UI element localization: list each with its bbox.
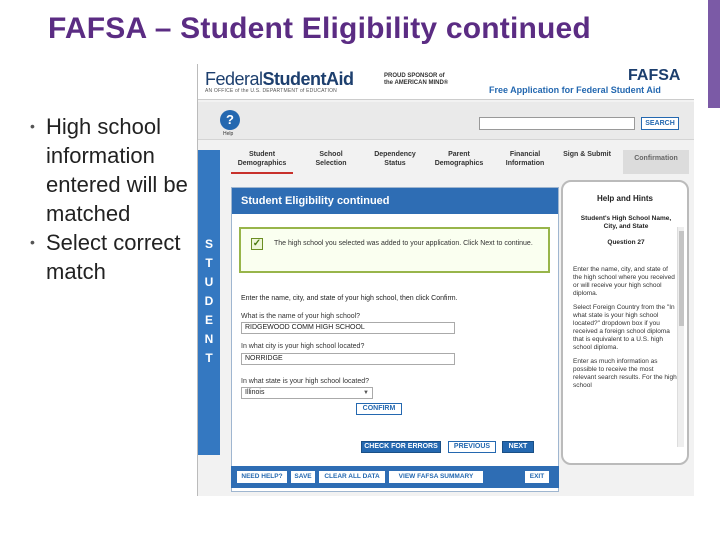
previous-button[interactable]: PREVIOUS: [448, 441, 496, 453]
question-school-name: What is the name of your high school?: [241, 313, 361, 320]
fafsa-tagline: Free Application for Federal Student Aid: [489, 85, 661, 95]
search-input[interactable]: [479, 117, 635, 130]
school-name-field[interactable]: RIDGEWOOD COMM HIGH SCHOOL: [241, 322, 455, 334]
view-fafsa-summary-button[interactable]: VIEW FAFSA SUMMARY: [389, 471, 483, 483]
state-select-value: Illinois: [245, 389, 265, 396]
help-icon[interactable]: ?: [220, 110, 240, 130]
question-school-state: In what state is your high school located?: [241, 378, 370, 385]
question-school-city: In what city is your high school located?: [241, 343, 365, 350]
hints-paragraph: Enter as much information as possible to receive the most relevant search results. For the high school: [573, 358, 677, 389]
fafsa-logo: FAFSA: [628, 67, 681, 84]
tab-sign-submit[interactable]: Sign & Submit: [563, 151, 611, 158]
save-button[interactable]: SAVE: [291, 471, 315, 483]
help-label[interactable]: Help: [223, 131, 234, 137]
next-button[interactable]: NEXT: [502, 441, 534, 453]
hints-question-number: Question 27: [607, 239, 645, 246]
school-city-field[interactable]: NORRIDGE: [241, 353, 455, 365]
form-instruction: Enter the name, city, and state of your high school, then click Confirm.: [241, 295, 458, 302]
chevron-down-icon: ▼: [363, 390, 369, 396]
scrollbar-thumb[interactable]: [679, 231, 684, 326]
accent-bar: [708, 0, 720, 108]
search-button[interactable]: SEARCH: [641, 117, 679, 130]
slide-title: FAFSA – Student Eligibility continued: [48, 12, 591, 45]
bullet-item: • High school information entered will be matched: [30, 112, 205, 228]
tab-confirmation[interactable]: Confirmation: [623, 150, 689, 174]
checkmark-icon: ✓: [252, 238, 262, 249]
sponsor-text: PROUD SPONSOR of the AMERICAN MIND®: [384, 73, 449, 86]
confirm-button[interactable]: CONFIRM: [356, 403, 402, 415]
section-tabs: [231, 150, 691, 174]
check-errors-button[interactable]: CHECK FOR ERRORS: [361, 441, 441, 453]
help-hints-panel: [561, 180, 689, 465]
exit-button[interactable]: EXIT: [525, 471, 549, 483]
help-search-row: [198, 102, 694, 140]
hints-paragraph: Select Foreign Country from the "In what state is your high school located?" dropdown box if you received a foreign school diploma that is equivalent to a U.S. high school diploma.: [573, 304, 675, 351]
fafsa-screenshot: [197, 64, 694, 496]
student-side-strip: [198, 150, 220, 455]
federal-student-aid-logo[interactable]: [205, 69, 354, 90]
form-header: Student Eligibility continued: [232, 188, 558, 214]
footer-toolbar: [231, 466, 559, 488]
eligibility-form-card: [231, 187, 559, 492]
side-letter: E: [204, 313, 213, 327]
bullet-item: • Select correct match: [30, 228, 205, 286]
clear-all-data-button[interactable]: CLEAR ALL DATA: [319, 471, 385, 483]
tab-student-demographics[interactable]: Student Demographics: [231, 150, 293, 174]
need-help-button[interactable]: NEED HELP?: [237, 471, 287, 483]
state-select[interactable]: [241, 387, 373, 399]
fsa-banner: [198, 64, 694, 100]
tab-financial-information[interactable]: Financial Information: [505, 151, 545, 167]
tab-parent-demographics[interactable]: Parent Demographics: [434, 151, 484, 167]
tab-school-selection[interactable]: School Selection: [315, 151, 347, 167]
side-letter: T: [205, 351, 213, 365]
tab-dependency-status[interactable]: Dependency Status: [374, 151, 416, 167]
side-letter: S: [204, 237, 213, 251]
hints-subtitle: Student's High School Name, City, and State: [580, 215, 672, 230]
hints-scrollbar[interactable]: [677, 227, 684, 447]
bullet-list: [30, 112, 205, 286]
side-letter: T: [205, 256, 213, 270]
hints-body: [573, 266, 677, 396]
notice-text: The high school you selected was added to your application. Click Next to continue.: [274, 240, 533, 247]
success-notice: [239, 227, 550, 273]
logo-federal: Federal: [205, 69, 263, 89]
hints-paragraph: Enter the name, city, and state of the high school where you received or will receive your high school diploma.: [573, 266, 675, 297]
hints-title: Help and Hints: [596, 194, 653, 203]
logo-student-aid: StudentAid: [262, 69, 354, 89]
side-letter: N: [204, 332, 214, 346]
student-vertical-label: [201, 235, 217, 368]
logo-subtitle: AN OFFICE of the U.S. DEPARTMENT of EDUCATION: [205, 88, 337, 94]
side-letter: D: [204, 294, 214, 308]
side-letter: U: [204, 275, 214, 289]
